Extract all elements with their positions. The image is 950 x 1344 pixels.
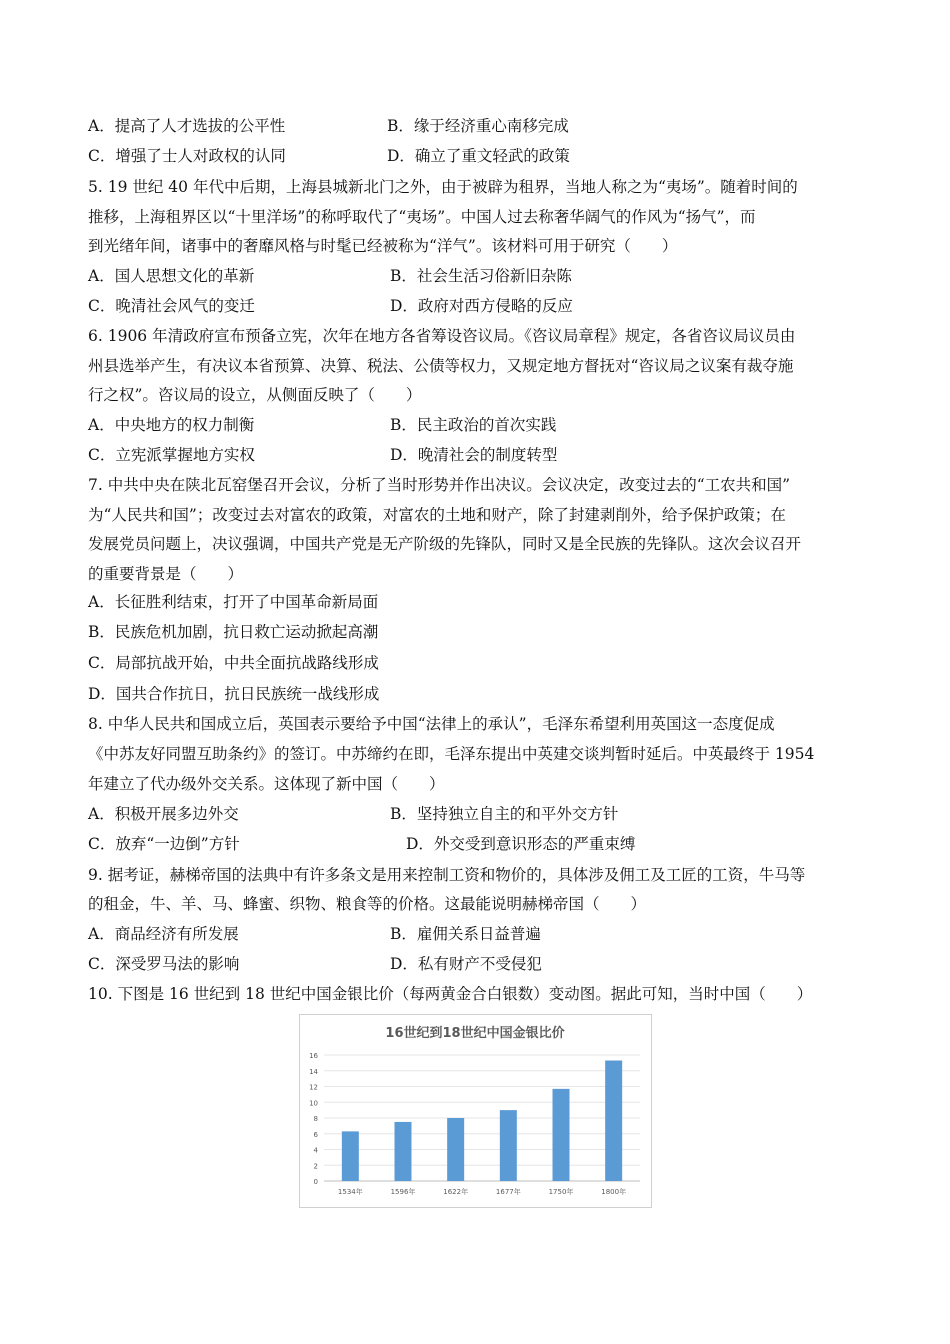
q4-options-row-1 [88,116,888,136]
q6-options-row-2 [88,445,888,465]
chart-y-tick-labels [309,1052,318,1186]
q8-stem-line-1: 8. 中华人民共和国成立后，英国表示要给予中国“法律上的承认”，毛泽东希望利用英国这一态度促成 [88,715,775,733]
chart-x-tick-label: 1800年 [601,1188,627,1196]
gold-silver-ratio-chart [299,1014,652,1208]
q9-options-row-1 [88,924,888,944]
chart-y-tick-label: 0 [313,1178,318,1186]
q5-option-c[interactable]: C．晚清社会风气的变迁 [88,297,255,315]
q8-option-c[interactable]: C．放弃“一边倒”方针 [88,835,240,853]
q5-option-a[interactable]: A．国人思想文化的革新 [88,267,255,285]
q4-option-c[interactable]: C．增强了士人对政权的认同 [88,147,286,165]
chart-y-tick-label: 12 [309,1083,318,1092]
q9-stem-line-2: 的租金，牛、羊、马、蜂蜜、织物、粮食等的价格。这最能说明赫梯帝国（ ） [88,895,647,913]
chart-x-tick-label: 1622年 [443,1188,469,1196]
q6-option-a[interactable]: A．中央地方的权力制衡 [88,416,255,434]
q6-option-b[interactable]: B．民主政治的首次实践 [390,416,557,434]
chart-bars [342,1061,622,1181]
q7-stem-line-3: 发展党员问题上，决议强调，中国共产党是无产阶级的先锋队，同时又是全民族的先锋队。这次会议召开 [88,535,802,553]
q8-option-a[interactable]: A．积极开展多边外交 [88,805,239,823]
chart-x-tick-label: 1677年 [495,1188,521,1196]
q8-options-row-1 [88,804,888,824]
chart-x-tick-label: 1534年 [337,1188,363,1196]
q7-option-a[interactable]: A．长征胜利结束，打开了中国革命新局面 [88,593,379,611]
q5-options-row-1 [88,266,888,286]
q4-option-b[interactable]: B．缘于经济重心南移完成 [387,117,569,135]
chart-gridlines [324,1055,640,1181]
chart-svg [300,1015,651,1207]
chart-bar-1596年 [395,1122,412,1181]
chart-y-tick-label: 2 [313,1162,318,1171]
q6-stem-line-1: 6. 1906 年清政府宣布预备立宪，次年在地方各省筹设咨议局。《咨议局章程》规定，各省咨议局议员由 [88,327,796,345]
q6-option-c[interactable]: C．立宪派掌握地方实权 [88,446,255,464]
chart-x-tick-label: 1750年 [548,1188,574,1196]
q7-stem-line-1: 7. 中共中央在陕北瓦窑堡召开会议，分析了当时形势并作出决议。会议决定，改变过去的“工农共和国” [88,476,791,494]
q6-stem-line-2: 州县选举产生，有决议本省预算、决算、税法、公债等权力，又规定地方督抚对“咨议局之议案有裁夺施 [88,357,794,375]
q4-option-a[interactable]: A．提高了人才选拔的公平性 [88,117,286,135]
q8-stem-line-2: 《中苏友好同盟互助条约》的签订。中苏缔约在即，毛泽东提出中英建交谈判暂时延后。中英最终于 1954 [88,745,815,763]
q6-option-d[interactable]: D．晚清社会的制度转型 [390,446,558,464]
chart-y-tick-label: 6 [313,1130,318,1139]
q8-stem-line-3: 年建立了代办级外交关系。这体现了新中国（ ） [88,775,445,793]
q9-option-d[interactable]: D．私有财产不受侵犯 [390,955,542,973]
chart-bar-1677年 [500,1110,517,1181]
chart-x-tick-labels [338,1187,626,1196]
q7-option-d[interactable]: D．国共合作抗日，抗日民族统一战线形成 [88,685,380,703]
q5-options-row-2 [88,296,888,316]
q6-stem-line-3: 行之权”。咨议局的设立，从侧面反映了（ ） [88,386,422,404]
q7-stem-line-4: 的重要背景是（ ） [88,565,244,583]
chart-title: 16世纪到18世纪中国金银比价 [385,1026,565,1041]
q9-option-a[interactable]: A．商品经济有所发展 [88,925,239,943]
chart-x-tick-label: 1596年 [390,1188,416,1196]
q5-stem-line-1: 5. 19 世纪 40 年代中后期，上海县城新北门之外，由于被辟为租界，当地人称之为“夷场”。随着时间的 [88,178,798,196]
q4-options-row-2 [88,146,888,166]
chart-bar-1622年 [447,1118,464,1181]
chart-y-tick-label: 8 [313,1115,318,1123]
chart-bar-1534年 [342,1131,359,1181]
chart-y-tick-label: 16 [309,1052,318,1060]
q5-stem-line-3: 到光绪年间，诸事中的奢靡风格与时髦已经被称为“洋气”。该材料可用于研究（ ） [88,237,678,255]
q10-stem-line-1: 10. 下图是 16 世纪到 18 世纪中国金银比价（每两黄金合白银数）变动图。据此可知，当时中国（ ） [88,985,813,1003]
q7-option-b[interactable]: B．民族危机加剧，抗日救亡运动掀起高潮 [88,623,379,641]
chart-bar-1800年 [605,1061,622,1181]
q5-option-b[interactable]: B．社会生活习俗新旧杂陈 [390,267,572,285]
q5-stem-line-2: 推移，上海租界区以“十里洋场”的称呼取代了“夷场”。中国人过去称奢华阔气的作风为“扬气”，而 [88,208,756,226]
chart-y-tick-label: 14 [309,1067,318,1076]
chart-y-tick-label: 4 [313,1146,318,1155]
chart-y-tick-label: 10 [309,1099,318,1108]
q9-option-b[interactable]: B．雇佣关系日益普遍 [390,925,541,943]
q8-option-d[interactable]: D．外交受到意识形态的严重束缚 [406,835,636,853]
q9-options-row-2 [88,954,888,974]
q7-stem-line-2: 为“人民共和国”；改变过去对富农的政策，对富农的土地和财产，除了封建剥削外，给予保护政策；在 [88,506,786,524]
q5-option-d[interactable]: D．政府对西方侵略的反应 [390,297,573,315]
chart-bar-1750年 [553,1089,570,1181]
q7-option-c[interactable]: C．局部抗战开始，中共全面抗战路线形成 [88,654,379,672]
q9-option-c[interactable]: C．深受罗马法的影响 [88,955,240,973]
q8-option-b[interactable]: B．坚持独立自主的和平外交方针 [390,805,619,823]
q8-options-row-2 [88,834,888,854]
q9-stem-line-1: 9. 据考证，赫梯帝国的法典中有许多条文是用来控制工资和物价的，具体涉及佣工及工匠的工资，牛马等 [88,866,806,884]
q6-options-row-1 [88,415,888,435]
q4-option-d[interactable]: D．确立了重文轻武的政策 [387,147,570,165]
